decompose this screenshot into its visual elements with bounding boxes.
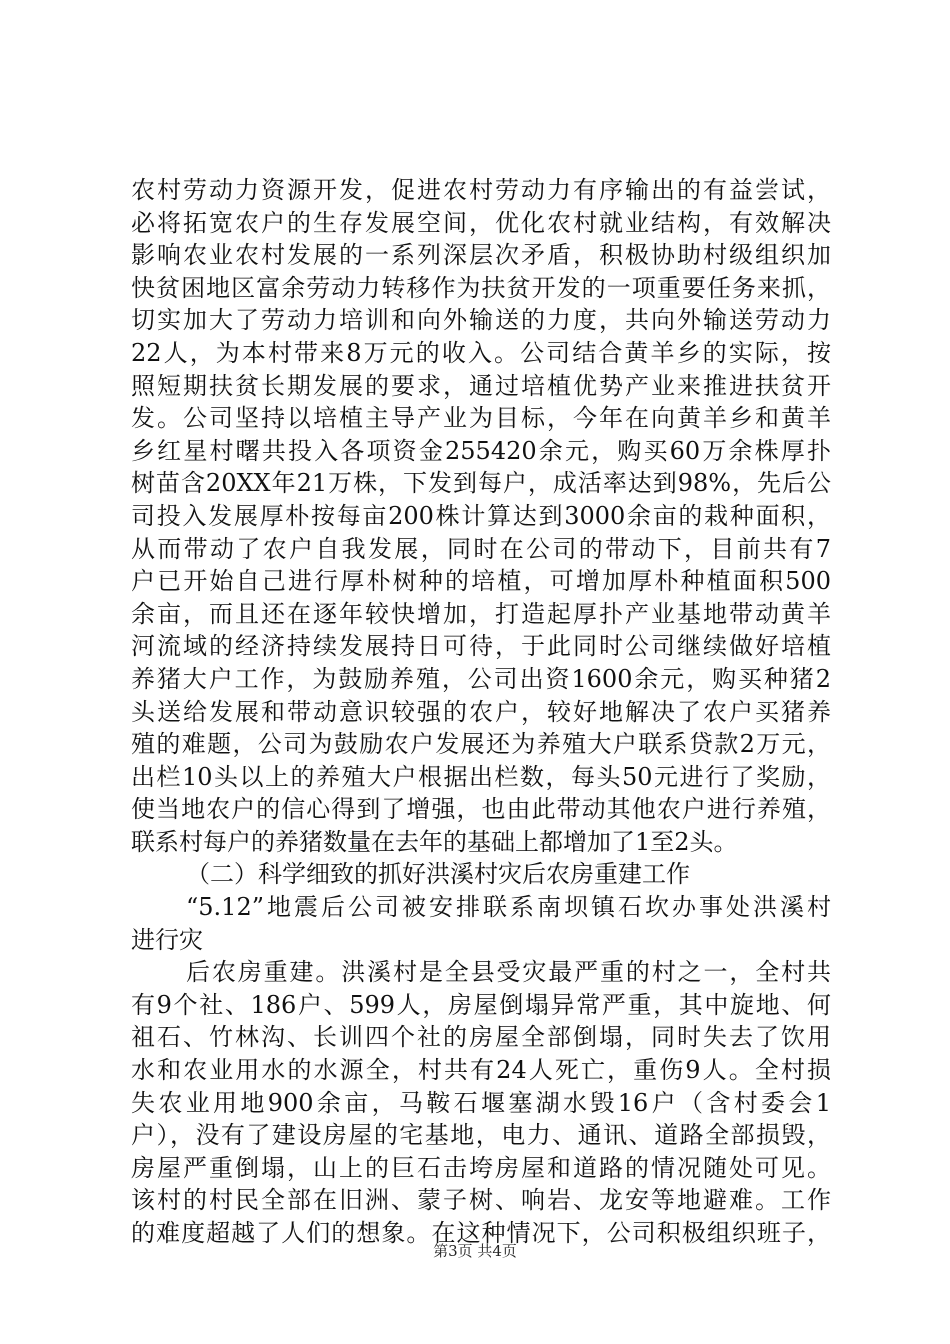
text-line: 乡红星村曙共投入各项资金255420余元，购买60万余株厚扑 bbox=[131, 436, 831, 465]
text-line: 余亩，而且还在逐年较快增加，打造起厚扑产业基地带动黄羊 bbox=[131, 599, 831, 628]
text-line: 树苗含20XX年21万株，下发到每户，成活率达到98%，先后公 bbox=[131, 469, 831, 498]
text-line: 养猪大户工作，为鼓励养殖，公司出资1600余元，购买种猪2 bbox=[131, 664, 831, 693]
text-line: 从而带动了农户自我发展，同时在公司的带动下，目前共有7 bbox=[131, 534, 831, 563]
text-line: 河流域的经济持续发展持日可待，于此同时公司继续做好培植 bbox=[131, 632, 831, 661]
text-line: 出栏10头以上的养殖大户根据出栏数，每头50元进行了奖励， bbox=[131, 762, 831, 791]
text-line: 必将拓宽农户的生存发展空间，优化农村就业结构，有效解决 bbox=[131, 208, 831, 237]
page-number: 第3页 共4页 bbox=[433, 1242, 517, 1260]
text-line: 切实加大了劳动力培训和向外输送的力度，共向外输送劳动力 bbox=[131, 306, 831, 335]
text-line: 该村的村民全部在旧洲、蒙子树、响岩、龙安等地避难。工作 bbox=[131, 1186, 831, 1215]
text-line: 失农业用地900余亩，马鞍石堰塞湖水毁16户（含村委会1 bbox=[131, 1088, 831, 1117]
text-line: 快贫困地区富余劳动力转移作为扶贫开发的一项重要任务来抓， bbox=[131, 273, 831, 302]
text-line: 户），没有了建设房屋的宅基地，电力、通讯、道路全部损毁， bbox=[131, 1121, 831, 1150]
text-line: 司投入发展厚朴按每亩200株计算达到3000余亩的栽种面积， bbox=[131, 501, 831, 530]
text-line: 农村劳动力资源开发，促进农村劳动力有序输出的有益尝试， bbox=[131, 176, 831, 204]
text-line: 影响农业农村发展的一系列深层次矛盾，积极协助村级组织加 bbox=[131, 241, 831, 270]
text-line: 祖石、竹林沟、长训四个社的房屋全部倒塌，同时失去了饮用 bbox=[131, 1023, 831, 1052]
text-line: 照短期扶贫长期发展的要求，通过培植优势产业来推进扶贫开 bbox=[131, 371, 831, 400]
text-line: 户已开始自己进行厚朴树种的培植，可增加厚朴种植面积500 bbox=[131, 567, 831, 596]
text-line: 房屋严重倒塌，山上的巨石击垮房屋和道路的情况随处可见。 bbox=[131, 1153, 831, 1182]
body-text bbox=[131, 174, 831, 1250]
text-line: 联系村每户的养猪数量在去年的基础上都增加了1至2头。 bbox=[131, 827, 738, 856]
text-line: 发。公司坚持以培植主导产业为目标，今年在向黄羊乡和黄羊 bbox=[131, 404, 831, 433]
text-line: 22人，为本村带来8万元的收入。公司结合黄羊乡的实际，按 bbox=[131, 338, 831, 367]
text-line: “5.12”地震后公司被安排联系南坝镇石坎办事处洪溪村 bbox=[186, 893, 831, 922]
text-line: 的难度超越了人们的想象。在这种情况下，公司积极组织班子， bbox=[131, 1219, 831, 1247]
text-line: 水和农业用水的水源全，村共有24人死亡，重伤9人。全村损 bbox=[131, 1056, 831, 1085]
text-line: 后农房重建。洪溪村是全县受灾最严重的村之一，全村共 bbox=[186, 958, 831, 987]
section-heading: （二）科学细致的抓好洪溪村灾后农房重建工作 bbox=[186, 860, 690, 889]
text-line: 有9个社、186户、599人，房屋倒塌异常严重，其中旋地、何 bbox=[131, 990, 831, 1019]
text-line: 使当地农户的信心得到了增强，也由此带动其他农户进行养殖， bbox=[131, 795, 831, 824]
text-line: 进行灾 bbox=[131, 925, 203, 954]
text-line: 殖的难题，公司为鼓励农户发展还为养殖大户联系贷款2万元， bbox=[131, 730, 831, 759]
text-line: 头送给发展和带动意识较强的农户，较好地解决了农户买猪养 bbox=[131, 697, 831, 726]
